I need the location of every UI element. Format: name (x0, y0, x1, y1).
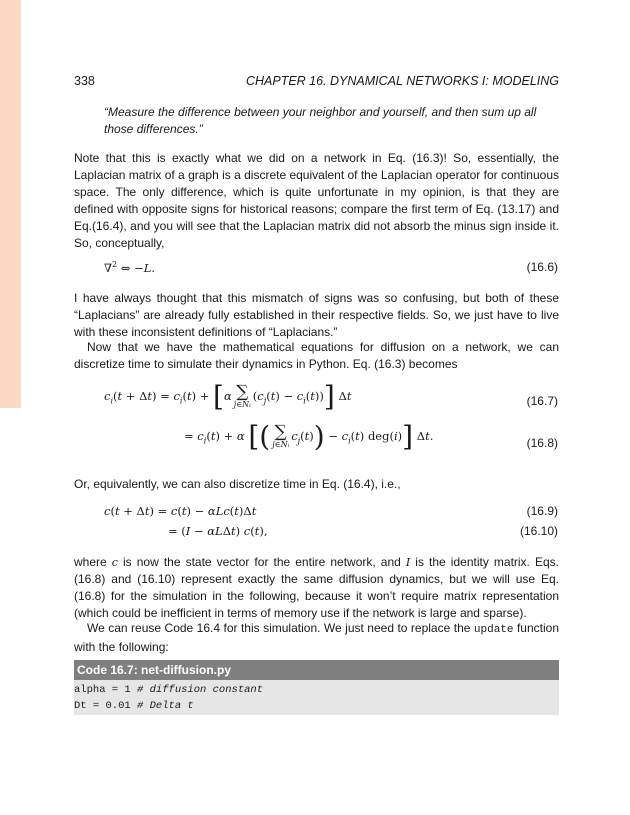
equation-number: (16.9) (526, 504, 558, 518)
equation-16-9 (74, 504, 559, 522)
paragraph-4: Or, equivalently, we can also discretize time in Eq. (16.4), i.e., (74, 477, 401, 491)
equation-16-7-math: $c_i(t + \Delta t) = c_i(t) + [\alpha$ ∑ j∈Nᵢ $(c_j(t) - c_i(t))$] Δt (104, 380, 352, 413)
paragraph-5: where c is now the state vector for the entire network, and I is the identity matrix. Eqs. (16.8) and (16.10) represent exactly the same diffusion dynamics, but we will use Eq. (16.8) for the simulation in the following, because it won’t require matrix representation (which could be inefficient in terms of memory use if the network is large and sparse). (74, 555, 559, 620)
equation-16-10 (74, 524, 559, 542)
code-line: Dt = 0.01 # Delta t (74, 700, 194, 712)
paragraph-6: We can reuse Code 16.4 for this simulation. We just need to replace the update function with the following: (74, 621, 559, 654)
equation-16-9-math: c(t + Δt) = c(t) − αLc(t)Δt (104, 504, 257, 518)
chapter-title: CHAPTER 16. DYNAMICAL NETWORKS I: MODELING (245, 74, 559, 88)
equation-16-7 (74, 380, 559, 420)
equation-number: (16.10) (519, 524, 558, 538)
equation-number: (16.6) (526, 260, 558, 274)
paragraph-2: I have always thought that this mismatch of signs was so confusing, but both of these “Laplacians” are already fully established in their respective fields. So, we just have to live with these inconsistent definitions of “Laplacians.” (74, 291, 559, 339)
code-line: alpha = 1 # diffusion constant (74, 684, 264, 696)
page-number: 338 (74, 74, 95, 88)
margin-color-strip (0, 0, 21, 408)
code-listing (74, 680, 559, 715)
equation-number: (16.8) (526, 436, 558, 450)
equation-16-10-math: = (I − αLΔt) c(t), (168, 524, 268, 538)
equation-number: (16.7) (526, 394, 558, 408)
paragraph-1: Note that this is exactly what we did on a network in Eq. (16.3)! So, essentially, the Laplacian matrix of a graph is a discrete equivalent of the Laplacian operator for continuous space. The only difference, which is quite unfortunate in my opinion, is that they are defined with opposite signs for historical reasons; compare the first term of Eq. (13.17) and Eq.(16.4), and you will see that the Laplacian matrix did not absorb the minus sign inside it. So, conceptually, (74, 151, 559, 250)
paragraph-3: Now that we have the mathematical equations for diffusion on a network, we can discretize time to simulate their dynamics in Python. Eq. (16.3) becomes (74, 340, 559, 371)
quote: “Measure the difference between your neighbor and yourself, and then sum up all those differences.” (104, 105, 537, 136)
equation-16-6-math: ∇$^2$ ⇔ −L. (104, 260, 156, 275)
code-listing-title: Code 16.7: net-diffusion.py (74, 660, 559, 680)
page-header (74, 74, 559, 90)
equation-16-8-math: = $c_i(t) + \alpha$ [( ∑ j∈Nᵢ $c_j(t)) - c_i(t)$ deg(i)] Δt. (184, 420, 434, 453)
equation-16-6 (74, 260, 559, 278)
equation-16-8 (74, 420, 559, 464)
